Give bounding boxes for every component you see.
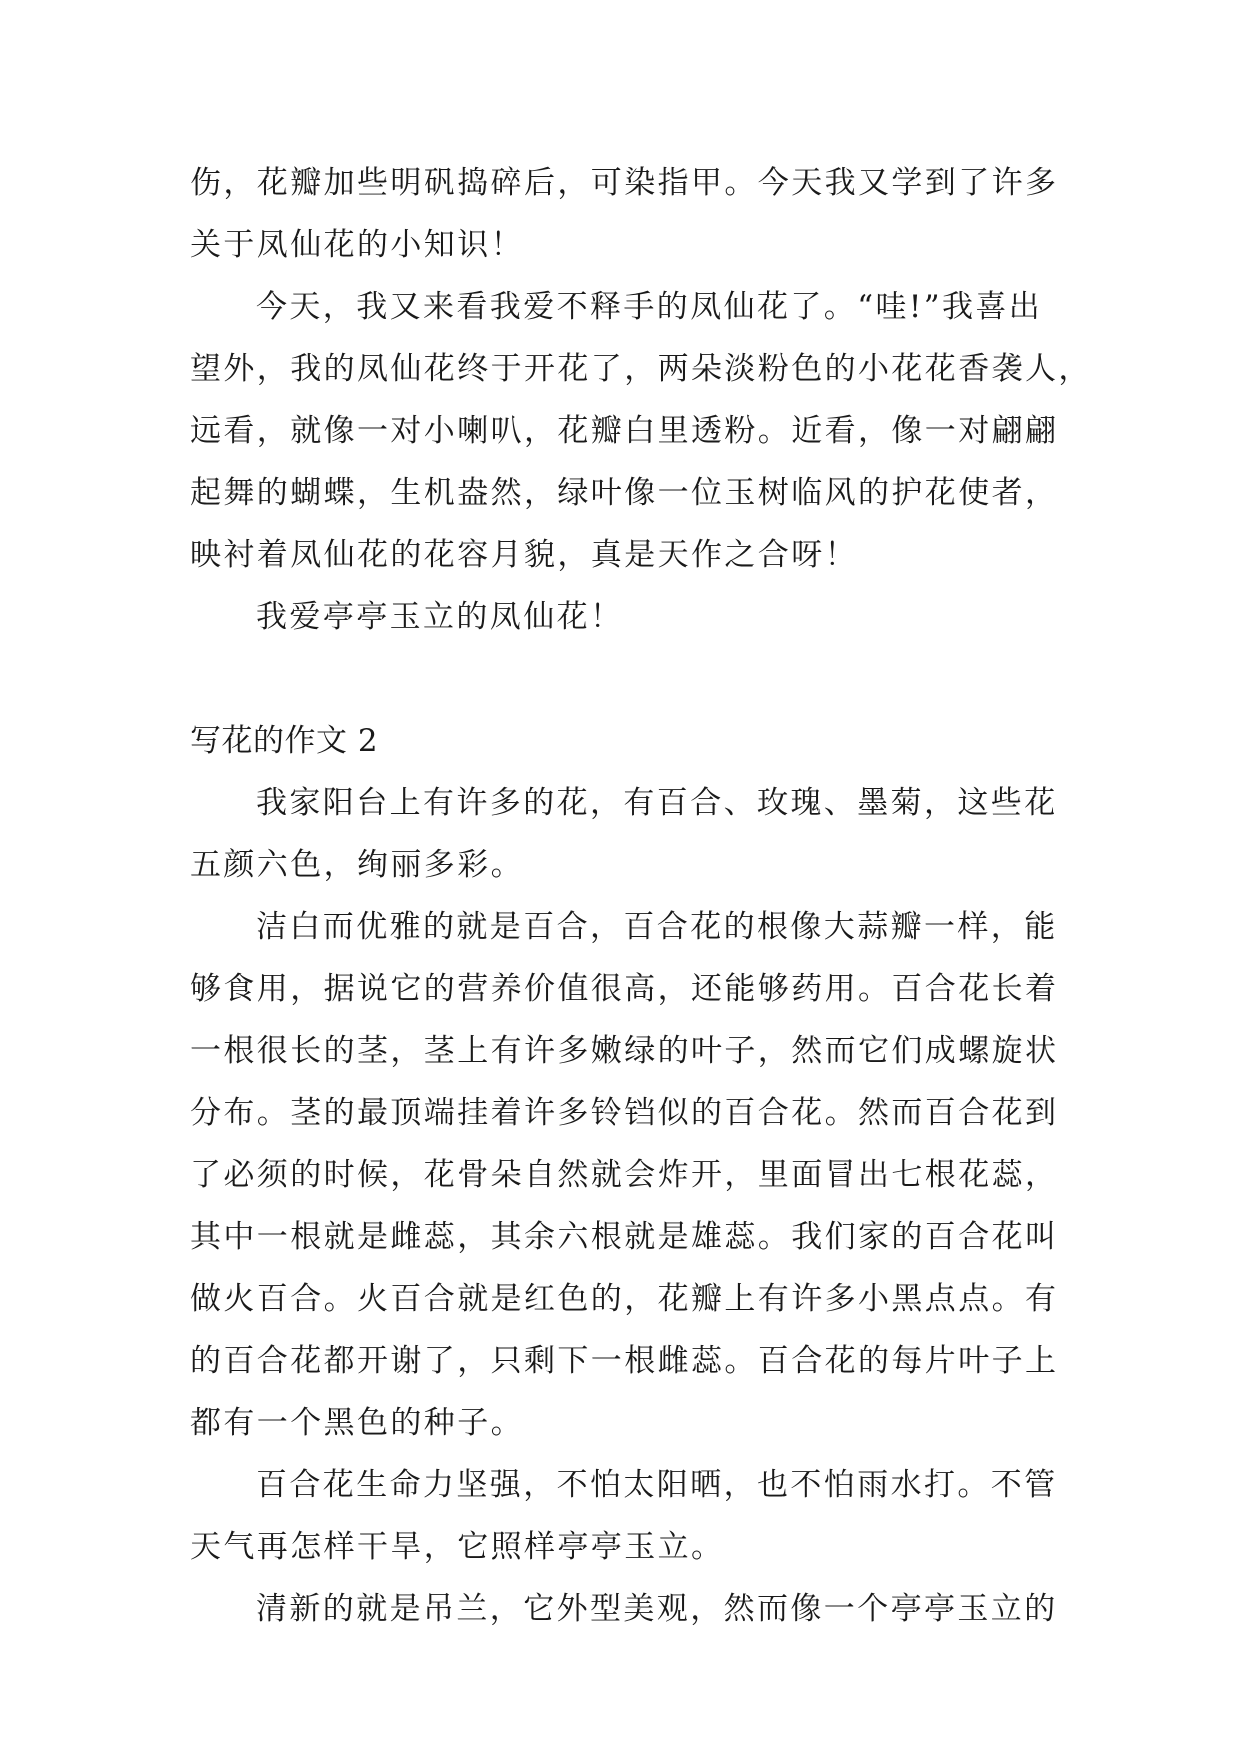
text-line: 清新的就是吊兰，它外型美观，然而像一个亭亭玉立的 [256,1591,1058,1627]
essay-heading: 写花的作文 2 [190,723,379,759]
section-spacer [190,648,1060,710]
text-line: 我爱亭亭玉立的凤仙花！ [256,599,624,635]
text-line: 洁白而优雅的就是百合，百合花的根像大蒜瓣一样，能 [256,909,1058,945]
text-line: 做火百合。火百合就是红色的，花瓣上有许多小黑点点。有 [190,1281,1059,1317]
paragraph-continuation [190,152,1060,276]
text-line: 了必须的时候，花骨朵自然就会炸开，里面冒出七根花蕊， [190,1157,1059,1193]
text-line: 的百合花都开谢了，只剩下一根雌蕊。百合花的每片叶子上 [190,1343,1059,1379]
text-line: 我家阳台上有许多的花，有百合、玫瑰、墨菊，这些花 [256,785,1058,821]
text-line: 其中一根就是雌蕊，其余六根就是雄蕊。我们家的百合花叫 [190,1219,1059,1255]
paragraph-lily-vitality [190,1454,1060,1578]
text-line: 远看，就像一对小喇叭，花瓣白里透粉。近看，像一对翩翩 [190,413,1059,449]
text-line: 望外，我的凤仙花终于开花了，两朵淡粉色的小花花香袭人， [190,351,1092,387]
text-line: 够食用，据说它的营养价值很高，还能够药用。百合花长着 [190,971,1059,1007]
paragraph-lily [190,896,1060,1454]
text-line: 起舞的蝴蝶，生机盎然，绿叶像一位玉树临风的护花使者， [190,475,1059,511]
text-line: 伤，花瓣加些明矾捣碎后，可染指甲。今天我又学到了许多 [190,165,1059,201]
paragraph-spider-plant [190,1578,1060,1640]
text-line: 映衬着凤仙花的花容月貌，真是天作之合呀！ [190,537,858,573]
paragraph-conclusion [190,586,1060,648]
text-line: 天气再怎样干旱，它照样亭亭玉立。 [190,1529,725,1565]
paragraph-blooming [190,276,1092,586]
text-line: 百合花生命力坚强，不怕太阳晒，也不怕雨水打。不管 [256,1467,1058,1503]
text-line: 一根很长的茎，茎上有许多嫩绿的叶子，然而它们成螺旋状 [190,1033,1059,1069]
text-line: 分布。茎的最顶端挂着许多铃铛似的百合花。然而百合花到 [190,1095,1059,1131]
document-page [190,152,1092,1640]
text-line: 五颜六色，绚丽多彩。 [190,847,524,883]
text-line: 都有一个黑色的种子。 [190,1405,524,1441]
paragraph-balcony [190,772,1060,896]
text-line: 今天，我又来看我爱不释手的凤仙花了。“哇!”我喜出 [256,289,1043,325]
text-line: 关于凤仙花的小知识！ [190,227,524,263]
